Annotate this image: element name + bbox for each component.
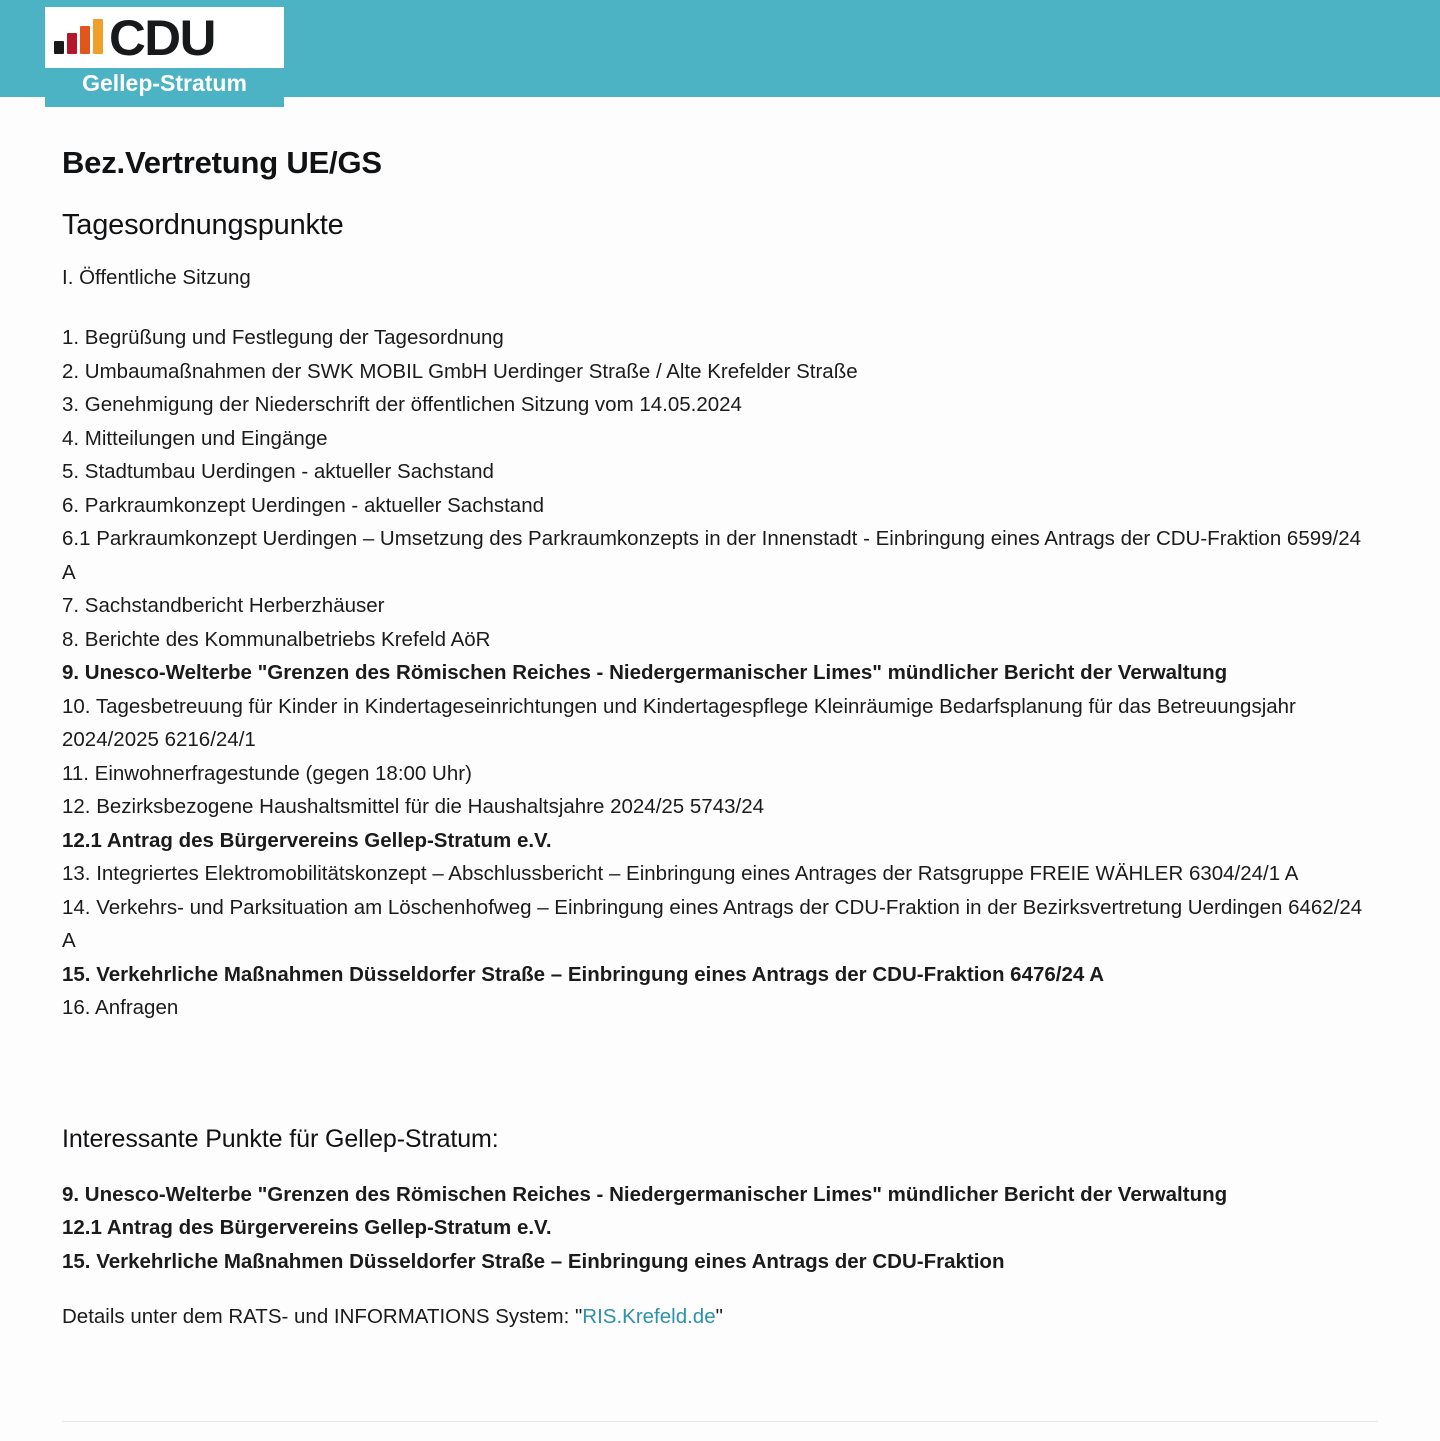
agenda-item: 13. Integriertes Elektromobilitätskonzept – Abschlussbericht – Einbringung eines Antrages der Ratsgruppe FREIE WÄHLER 6304/24/1 A: [62, 862, 1299, 885]
agenda-item: 6. Parkraumkonzept Uerdingen - aktueller Sachstand: [62, 493, 545, 517]
agenda-item: 12.1 Antrag des Bürgervereins Gellep-Stratum e.V.: [62, 828, 552, 852]
highlight-item: 9. Unesco-Welterbe "Grenzen des Römischen Reiches - Niedergermanischer Limes" mündlicher Bericht der Verwaltung: [62, 1182, 1228, 1206]
agenda-item: 12. Bezirksbezogene Haushaltsmittel für die Haushaltsjahre 2024/25 5743/24: [62, 795, 764, 818]
agenda-item: 5. Stadtumbau Uerdingen - aktueller Sachstand: [62, 460, 494, 483]
cdu-logo-text: CDU: [108, 9, 215, 66]
highlights-list: [62, 1156, 1378, 1279]
cdu-logo-wordmark: [45, 7, 284, 68]
highlight-item: 15. Verkehrliche Maßnahmen Düsseldorfer Straße – Einbringung eines Antrags der CDU-Fraktion: [62, 1249, 1005, 1273]
bottom-divider: [62, 1421, 1378, 1422]
agenda-item: 14. Verkehrs- und Parksituation am Löschenhofweg – Einbringung eines Antrags der CDU-Fraktion in der Bezirksvertretung Uerdingen 6462/24 A: [62, 895, 1363, 952]
agenda-item: 7. Sachstandbericht Herberzhäuser: [62, 594, 385, 617]
agenda-item: 1. Begrüßung und Festlegung der Tagesordnung: [62, 326, 504, 349]
agenda-item: 2. Umbaumaßnahmen der SWK MOBIL GmbH Uerdinger Straße / Alte Krefelder Straße: [62, 359, 858, 383]
agenda-item: 3. Genehmigung der Niederschrift der öffentlichen Sitzung vom 14.05.2024: [62, 393, 742, 416]
highlights-heading: Interessante Punkte für Gellep-Stratum:: [62, 1124, 499, 1153]
page-subtitle: Tagesordnungspunkte: [62, 209, 344, 241]
agenda-item: 9. Unesco-Welterbe "Grenzen des Römischen Reiches - Niedergermanischer Limes" mündlicher Bericht der Verwaltung: [62, 661, 1228, 684]
highlight-item: 12.1 Antrag des Bürgervereins Gellep-Stratum e.V.: [62, 1216, 552, 1239]
ris-krefeld-link[interactable]: RIS.Krefeld.de: [582, 1305, 716, 1328]
agenda-item: 10. Tagesbetreuung für Kinder in Kindertageseinrichtungen und Kindertagespflege Kleinräumige Bedarfsplanung für das Betreuungsjahr 2024/2025 6216/24/1: [62, 694, 1296, 751]
details-prefix: Details unter dem RATS- und INFORMATIONS System: ": [62, 1305, 583, 1328]
main-content: [0, 97, 1440, 1332]
cdu-bars-icon: [54, 22, 106, 54]
session-note: I. Öffentliche Sitzung: [62, 266, 251, 289]
agenda-item: 6.1 Parkraumkonzept Uerdingen – Umsetzung des Parkraumkonzepts in der Innenstadt - Einbringung eines Antrags der CDU-Fraktion 6599/24 A: [62, 527, 1362, 584]
agenda-item: 8. Berichte des Kommunalbetriebs Krefeld AöR: [62, 627, 491, 651]
cdu-logo[interactable]: [45, 0, 284, 107]
details-suffix: ": [715, 1305, 723, 1328]
agenda-item: 11. Einwohnerfragestunde (gegen 18:00 Uhr): [62, 761, 472, 785]
cdu-logo-subtitle: Gellep-Stratum: [82, 70, 247, 96]
agenda-item: 15. Verkehrliche Maßnahmen Düsseldorfer Straße – Einbringung eines Antrags der CDU-Fraktion 6476/24 A: [62, 962, 1105, 986]
agenda-item: 4. Mitteilungen und Eingänge: [62, 426, 328, 450]
page-title: Bez.Vertretung UE/GS: [62, 145, 382, 180]
agenda-list: [62, 292, 1378, 1025]
details-line: [62, 1278, 1378, 1332]
agenda-item: 16. Anfragen: [62, 996, 179, 1019]
